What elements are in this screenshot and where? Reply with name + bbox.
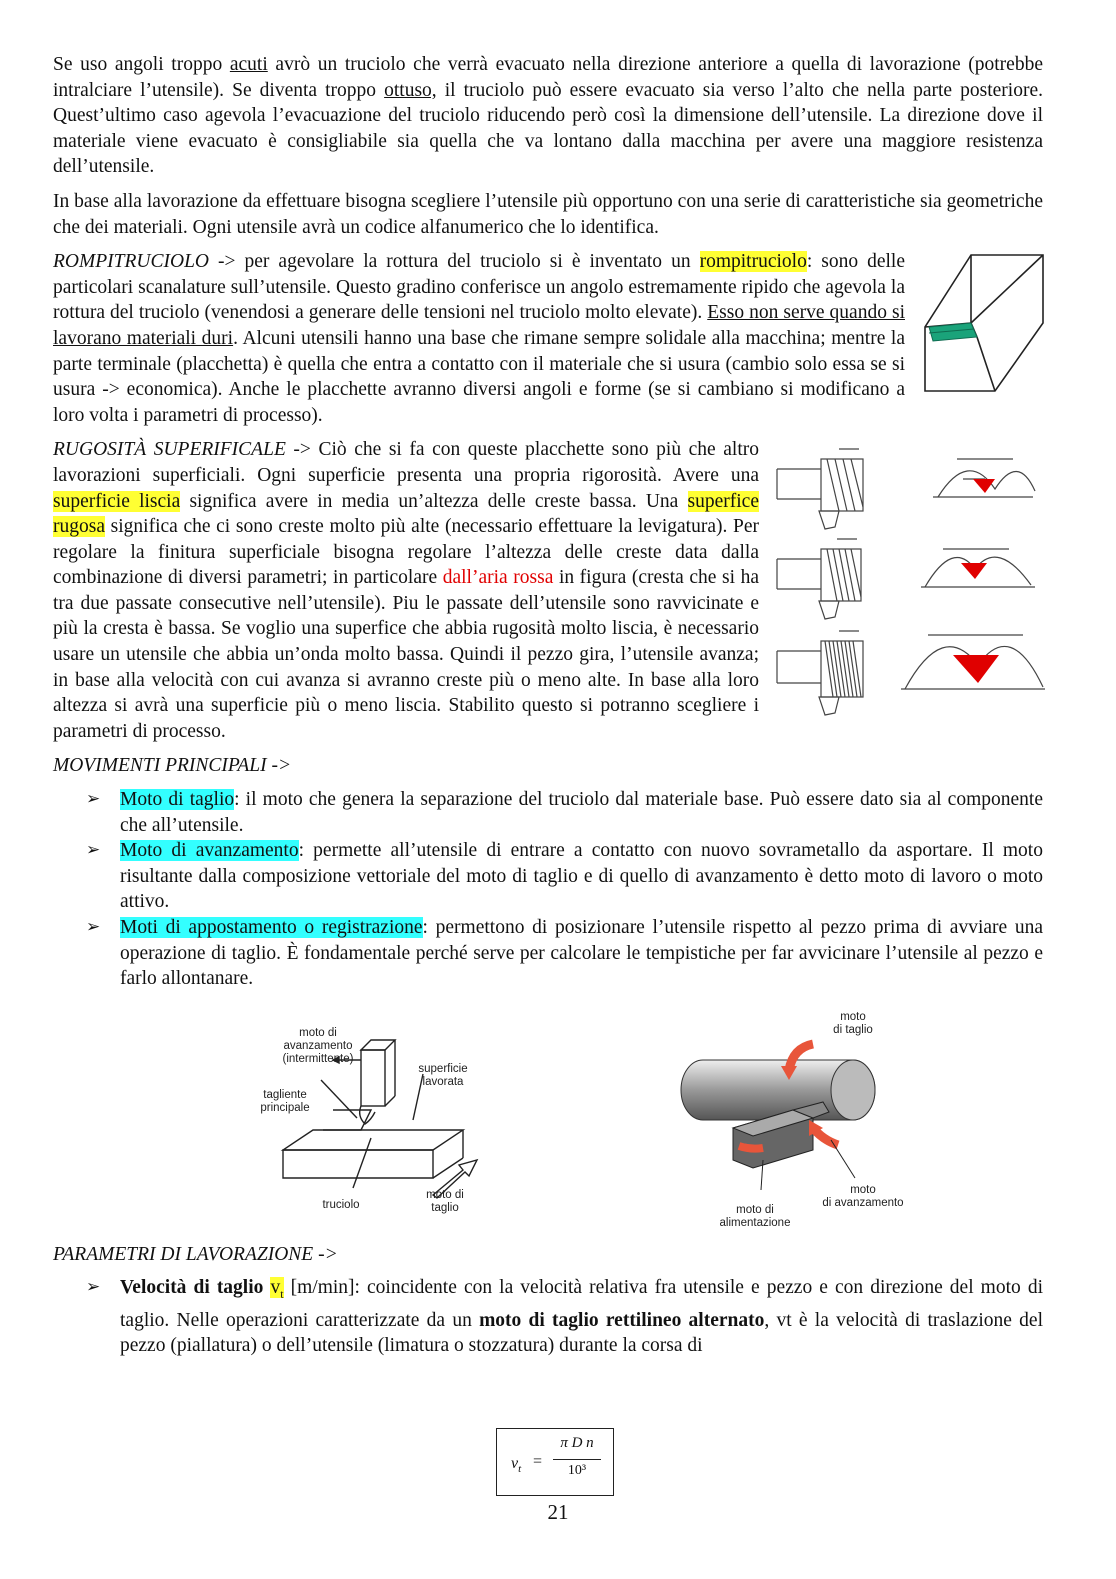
svg-text:alimentazione: alimentazione: [719, 1216, 791, 1229]
svg-text:di taglio: di taglio: [833, 1023, 873, 1036]
svg-text:moto di: moto di: [299, 1026, 337, 1039]
formula-box: $v_t$ = π D n 10³: [496, 1428, 614, 1496]
page-content: [53, 52, 1043, 1367]
motion-figures: [53, 1000, 1043, 1232]
svg-text:di avanzamento: di avanzamento: [822, 1196, 904, 1209]
chipbreaker-figure: [911, 241, 1051, 391]
movimenti-list: [53, 787, 1043, 992]
svg-text:avanzamento: avanzamento: [283, 1039, 353, 1052]
svg-text:superficie: superficie: [418, 1062, 468, 1075]
page-number: 21: [547, 1500, 569, 1524]
roughness-figure: [773, 439, 1053, 725]
heading-parametri: PARAMETRI DI LAVORAZIONE ->: [53, 1243, 338, 1265]
red-area-text: dall’aria rossa: [442, 567, 554, 589]
heading-movimenti: MOVIMENTI PRINCIPALI ->: [53, 755, 292, 777]
svg-text:taglio: taglio: [431, 1201, 459, 1214]
arrow-bullet-icon: ➢: [86, 917, 101, 937]
arrow-bullet-icon: ➢: [86, 840, 101, 861]
list-item: ➢ Moti di appostamento o registrazione: permettono di posizionare l’utensile rispetto al pezzo prima di avviare una operazione di taglio. È fondamentale perché serve per calcolare le tempistiche per far avvicinare l’utensile al pezzo e farlo allontanare.: [86, 917, 1043, 990]
heading-rugosita: RUGOSITÀ SUPERIFICALE: [53, 439, 286, 461]
svg-text:lavorata: lavorata: [422, 1075, 464, 1088]
section-rompitruciolo: ROMPITRUCIOLO -> per agevolare la rottura del truciolo si è inventato un rompitruciolo: sono delle particolari scanalature sull’utensile. Questo gradino conferisce un angolo estremamente ripido che agevola la rottura del truciolo (venendosi a generare delle tensioni nel truciolo molto elevate). Esso non serve quando si lavorano materiali duri. Alcuni utensili hanno una base che rimane sempre solidale alla macchina; mentre la parte terminale (placchetta) è quella che entra a contatto con il materiale che si usura (cambio solo essa se si usura -> economica). Anche le placchette avranno diversi angoli e forme (se si cambiano si modificano a loro volta i parametri di processo).: [53, 249, 1043, 428]
svg-text:(intermittente): (intermittente): [282, 1052, 354, 1065]
list-item: ➢ Moto di taglio: il moto che genera la separazione del truciolo dal materiale base. Può essere dato sia al componente che all’utensile.: [86, 789, 1043, 836]
svg-text:moto di: moto di: [426, 1188, 464, 1201]
highlight-superfice-rugosa: superfice rugosa: [53, 490, 759, 538]
turning-diagram: [663, 1000, 913, 1229]
paragraph-tool-choice: In base alla lavorazione da effettuare bisogna scegliere l’utensile più opportuno con una serie di caratteristiche sia geometriche che dei materiali. Ogni utensile avrà un codice alfanumerico che lo identifica.: [53, 190, 1043, 238]
svg-text:moto: moto: [850, 1183, 876, 1196]
highlight-superficie-liscia: superficie liscia: [53, 490, 181, 512]
svg-text:moto: moto: [840, 1010, 866, 1023]
highlight-vt: $v_t$: [270, 1277, 284, 1302]
section-rugosita: RUGOSITÀ SUPERIFICALE -> Ciò che si fa con queste placchette sono più che altro lavorazioni superficiali. Ogni superficie presenta una propria rigorosità. Avere una superficie liscia significa avere in media un’altezza delle creste bassa. Una superfice rugosa significa che ci sono creste molto più alte (necessario effettuare la levigatura). Per regolare la finitura superficiale bisogna regolare l’altezza delle creste data dalla combinazione di diversi parametri; in particolare dall’aria rossa in figura (cresta che si ha tra due passate consecutive nell’utensile). Piu le passate dell’utensile sono ravvicinate e più la cresta è bassa. Se voglio una superfice che abbia rugosità molto liscia, è necessario usare un utensile che abbia un’onda molto bassa. Quindi il pezzo gira, l’utensile avanza; in base alla velocità con cui avanza si avranno creste più o meno alte. In base alla loro altezza si avrà una superficie più o meno liscia. Stabilito questo si potranno scegliere i parametri di processo.: [53, 437, 1043, 744]
svg-text:truciolo: truciolo: [322, 1198, 360, 1211]
list-item: ➢ Moto di avanzamento: permette all’utensile di entrare a contatto con nuovo sovrametallo da asportare. Il moto risultante dalla composizione vettoriale del moto di taglio e di quello di avanzamento è detto moto di lavoro o moto attivo.: [86, 840, 1043, 913]
highlight-rompitruciolo: rompitruciolo: [699, 251, 807, 273]
list-item: ➢ Velocità di taglio $v_t$ [m/min]: coincidente con la velocità relativa fra utensile e pezzo e con direzione del moto di taglio. Nelle operazioni caratterizzate da un moto di taglio rettilineo alternato, vt è la velocità di traslazione del pezzo (piallatura) o dell’utensile (limatura o stozzatura) durante la corsa di: [86, 1277, 1044, 1357]
svg-text:moto di: moto di: [736, 1203, 774, 1216]
svg-text:principale: principale: [260, 1101, 310, 1114]
paragraph-angles: Se uso angoli troppo acuti avrò un truciolo che verrà evacuato nella direzione anteriore a quella di lavorazione (potrebbe intralciare l’utensile). Se diventa troppo ottuso, il truciolo può essere evacuato sia verso l’alto che nella parte posteriore. Quest’ultimo caso agevola l’evacuazione del truciolo riducendo però così la dimensione dell’utensile. La direzione dove il materiale viene evacuato è consigliabile sia quella che va lontano dalla macchina per avere una maggiore resistenza dell’utensile.: [53, 54, 1043, 178]
heading-rompitruciolo: ROMPITRUCIOLO: [53, 251, 209, 273]
arrow-bullet-icon: ➢: [86, 1277, 101, 1298]
planing-diagram: [253, 1020, 493, 1214]
svg-text:tagliente: tagliente: [263, 1088, 307, 1101]
arrow-bullet-icon: ➢: [86, 789, 101, 810]
parametri-list: [53, 1275, 1043, 1359]
